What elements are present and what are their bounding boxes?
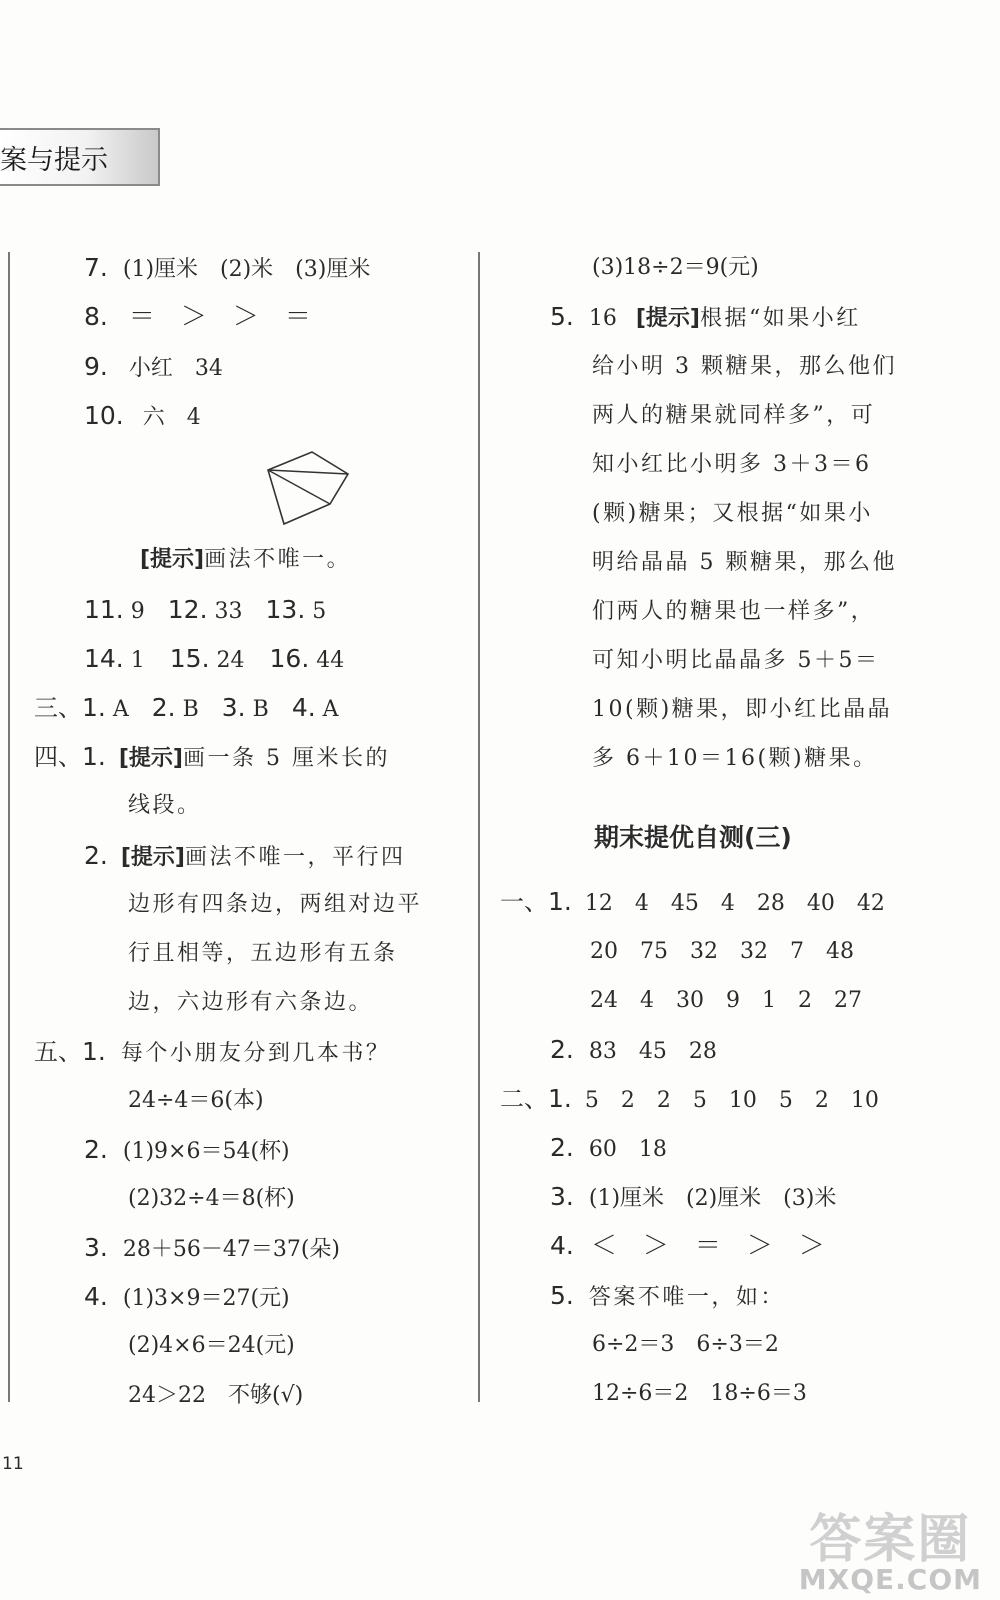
right-q5-line8: 可知小明比晶晶多 5＋5＝ xyxy=(592,648,880,673)
section-5-q4-line3: 24＞22 不够(√) xyxy=(128,1383,304,1408)
section-4-q2: 2. [提示]画法不唯一，平行四 xyxy=(84,841,406,870)
watermark xyxy=(798,1510,982,1596)
pentagon-outline xyxy=(268,452,348,524)
hint-line: [提示]画法不唯一。 xyxy=(140,547,352,572)
answer-q9: 9. 小红 34 xyxy=(84,352,223,381)
section-5-q1: 五、1. 每个小朋友分到几本书？ xyxy=(34,1037,391,1066)
section-5-q4: 4. (1)3×9＝27(元) xyxy=(84,1282,290,1311)
section-4-q2-line2: 边形有四条边，两组对边平 xyxy=(128,892,423,917)
right-q5-line7: 们两人的糖果也一样多”， xyxy=(592,599,876,624)
answer-q7: 7. (1)厘米 (2)米 (3)厘米 xyxy=(84,253,371,282)
section-4-q2-line3: 行且相等，五边形有五条 xyxy=(128,941,398,966)
section-5-q2: 2. (1)9×6＝54(杯) xyxy=(84,1135,290,1164)
right-sec2-q5-row3: 12÷6＝2 18÷6＝3 xyxy=(592,1381,807,1406)
right-sec1-q1-row3: 24 4 30 9 1 2 27 xyxy=(590,988,862,1013)
section-5-q4-line2: (2)4×6＝24(元) xyxy=(128,1333,295,1358)
page-number: 11 xyxy=(2,1454,24,1474)
right-q5-line6: 明给晶晶 5 颗糖果，那么他 xyxy=(592,550,897,575)
right-q5-line2: 给小明 3 颗糖果，那么他们 xyxy=(592,354,897,379)
diagonal-1 xyxy=(268,470,348,474)
answers-q14-q16: 14. 1 15. 24 16. 44 xyxy=(84,644,345,673)
answers-q11-q13: 11. 9 12. 33 13. 5 xyxy=(84,595,327,624)
section-4-q2-line4: 边，六边形有六条边。 xyxy=(128,990,374,1015)
right-q5: 5. 16 [提示]根据“如果小红 xyxy=(550,302,861,331)
right-sec2-q1: 二、1. 5 2 2 5 10 5 2 10 xyxy=(500,1084,879,1113)
right-q5-line3: 两人的糖果就同样多”，可 xyxy=(592,403,876,428)
answer-q8: 8. ＝ ＞ ＞ ＝ xyxy=(84,302,311,332)
right-q5-line5: (颗)糖果；又根据“如果小 xyxy=(592,501,873,526)
right-top-line: (3)18÷2＝9(元) xyxy=(592,255,759,280)
right-sec1-q1-row2: 20 75 32 32 7 48 xyxy=(590,939,854,964)
watermark-logo: 答案圈 xyxy=(809,1510,972,1570)
section-4-q1: 四、1. [提示]画一条 5 厘米长的 xyxy=(34,742,390,771)
right-sec2-q3: 3. (1)厘米 (2)厘米 (3)米 xyxy=(550,1182,837,1211)
section-title-final-test-3: 期末提优自测(三) xyxy=(594,823,792,852)
section-5-q2-line2: (2)32÷4＝8(杯) xyxy=(128,1186,295,1211)
right-q5-line10: 多 6＋10＝16(颗)糖果。 xyxy=(592,746,878,771)
right-sec2-q5-row2: 6÷2＝3 6÷3＝2 xyxy=(592,1332,779,1357)
right-q5-line9: 10(颗)糖果，即小红比晶晶 xyxy=(592,697,893,722)
right-sec2-q4: 4. ＜ ＞ ＝ ＞ ＞ xyxy=(550,1231,825,1261)
right-q5-line4: 知小红比小明多 3＋3＝6 xyxy=(592,452,872,477)
center-column-rule xyxy=(478,252,480,1402)
section-5-q3: 3. 28＋56－47＝37(朵) xyxy=(84,1233,341,1262)
section-5-q1-line2: 24÷4＝6(本) xyxy=(128,1088,264,1113)
page-header-title: 案与提示 xyxy=(0,145,108,176)
right-sec1-q2: 2. 83 45 28 xyxy=(550,1035,717,1064)
answer-q10: 10. 六 4 xyxy=(84,401,201,430)
right-sec1-q1-row1: 一、1. 12 4 45 4 28 40 42 xyxy=(500,887,885,916)
section-4-q1-line2: 线段。 xyxy=(128,793,202,818)
right-sec2-q2: 2. 60 18 xyxy=(550,1133,667,1162)
section-3-answers: 三、1. A 2. B 3. B 4. A xyxy=(34,693,339,722)
left-margin-rule xyxy=(8,252,10,1402)
watermark-url: MXQE.COM xyxy=(798,1563,982,1596)
right-sec2-q5: 5. 答案不唯一，如： xyxy=(550,1281,785,1310)
pentagon-diagram xyxy=(250,444,358,530)
